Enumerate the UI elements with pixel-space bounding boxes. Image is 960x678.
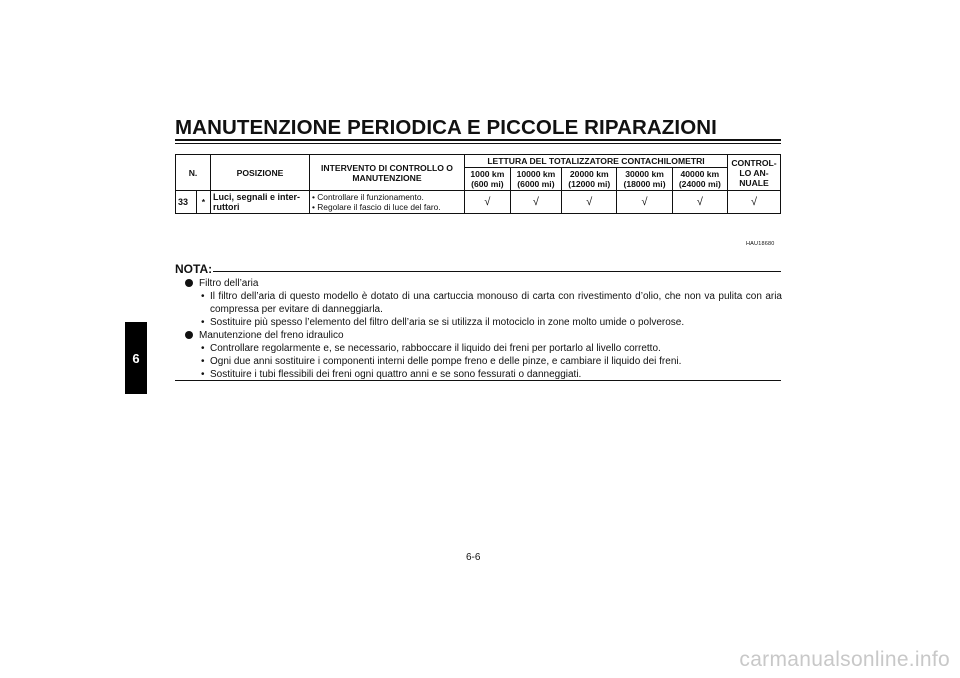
interval-mi: (12000 mi) xyxy=(568,179,611,189)
nota-subitem-text: Sostituire più spesso l’elemento del filtro dell’aria se si utilizza il motociclo in zone molto umide o polverose. xyxy=(210,317,685,328)
chapter-tab xyxy=(125,322,147,394)
interval-mi: (6000 mi) xyxy=(517,179,555,189)
interval-km: 1000 km xyxy=(470,169,505,179)
nota-subitem-text: Sostituire i tubi flessibili dei freni ogni quattro anni e se sono fessurati o danneggiati. xyxy=(210,369,582,380)
bullet-icon: • xyxy=(201,343,205,354)
header-position: POSIZIONE xyxy=(211,155,310,191)
header-intervention: INTERVENTO DI CONTROLLO O MANUTENZIONE xyxy=(310,155,465,191)
interval-km: 30000 km xyxy=(625,169,664,179)
header-annual xyxy=(728,155,781,191)
table-header-row xyxy=(176,155,781,168)
interval-km: 20000 km xyxy=(569,169,609,179)
bullet-icon: • xyxy=(201,369,205,380)
interval-km: 40000 km xyxy=(680,169,720,179)
nota-subitem-text: Il filtro dell’aria di questo modello è dotato di una cartuccia monouso di carta con rivestimento d’olio, che non va pulita con aria compressa per evitare di danneggiarla. xyxy=(210,291,782,315)
nota-subitem xyxy=(184,342,782,355)
nota-subitem xyxy=(184,355,782,368)
page-number: 6-6 xyxy=(466,552,481,563)
bullet-icon: • xyxy=(201,317,205,328)
check-mark: √ xyxy=(728,191,781,214)
bullet-dot-icon xyxy=(185,279,193,287)
header-num: N. xyxy=(176,155,211,191)
check-mark: √ xyxy=(672,191,727,214)
row-action: • Controllare il funzionamento. xyxy=(312,192,424,202)
nota-subitem xyxy=(184,316,782,329)
nota-item xyxy=(184,277,782,290)
row-position: Luci, segnali e inter- ruttori xyxy=(211,191,310,214)
nota-subitem-text: Ogni due anni sostituire i componenti interni delle pompe freno e delle pinze, e cambiare il liquido dei freni. xyxy=(210,356,682,367)
nota-rule xyxy=(213,271,781,272)
interval-mi: (600 mi) xyxy=(471,179,504,189)
nota-subitem-text: Controllare regolarmente e, se necessario, rabboccare il liquido dei freni per portarlo al livello corretto. xyxy=(210,343,661,354)
nota-item xyxy=(184,329,782,342)
header-interval xyxy=(672,168,727,191)
row-action: • Regolare il fascio di luce del faro. xyxy=(312,202,441,212)
title-rule xyxy=(175,139,781,141)
reference-code: HAU18680 xyxy=(746,241,775,247)
watermark: carmanualsonline.info xyxy=(739,648,950,671)
bullet-dot-icon xyxy=(185,331,193,339)
header-odometer: LETTURA DEL TOTALIZZATORE CONTACHILOMETRI xyxy=(465,155,728,168)
maintenance-table xyxy=(175,154,781,214)
page-title: MANUTENZIONE PERIODICA E PICCOLE RIPARAZIONI xyxy=(175,116,717,139)
check-mark: √ xyxy=(617,191,672,214)
nota-list xyxy=(184,277,782,381)
check-mark: √ xyxy=(465,191,511,214)
nota-item-title: Manutenzione del freno idraulico xyxy=(199,330,344,341)
header-interval xyxy=(510,168,561,191)
nota-subitem xyxy=(184,290,782,316)
header-interval xyxy=(562,168,617,191)
check-mark: √ xyxy=(510,191,561,214)
header-interval xyxy=(465,168,511,191)
header-annual-label: CONTROL- LO AN- NUALE xyxy=(731,157,777,188)
title-rule-thin xyxy=(175,143,781,144)
interval-km: 10000 km xyxy=(516,169,556,179)
bullet-icon: • xyxy=(201,356,205,367)
table-row xyxy=(176,191,781,214)
interval-mi: (24000 mi) xyxy=(678,179,721,189)
nota-end-rule xyxy=(175,380,781,381)
row-actions xyxy=(310,191,465,214)
check-mark: √ xyxy=(562,191,617,214)
bullet-icon: • xyxy=(201,291,205,302)
chapter-number: 6 xyxy=(132,350,140,366)
row-star-marker: * xyxy=(196,191,210,214)
header-interval xyxy=(617,168,672,191)
nota-item-title: Filtro dell’aria xyxy=(199,278,259,289)
row-number: 33 xyxy=(176,191,197,214)
interval-mi: (18000 mi) xyxy=(623,179,666,189)
nota-label: NOTA: xyxy=(175,262,213,276)
